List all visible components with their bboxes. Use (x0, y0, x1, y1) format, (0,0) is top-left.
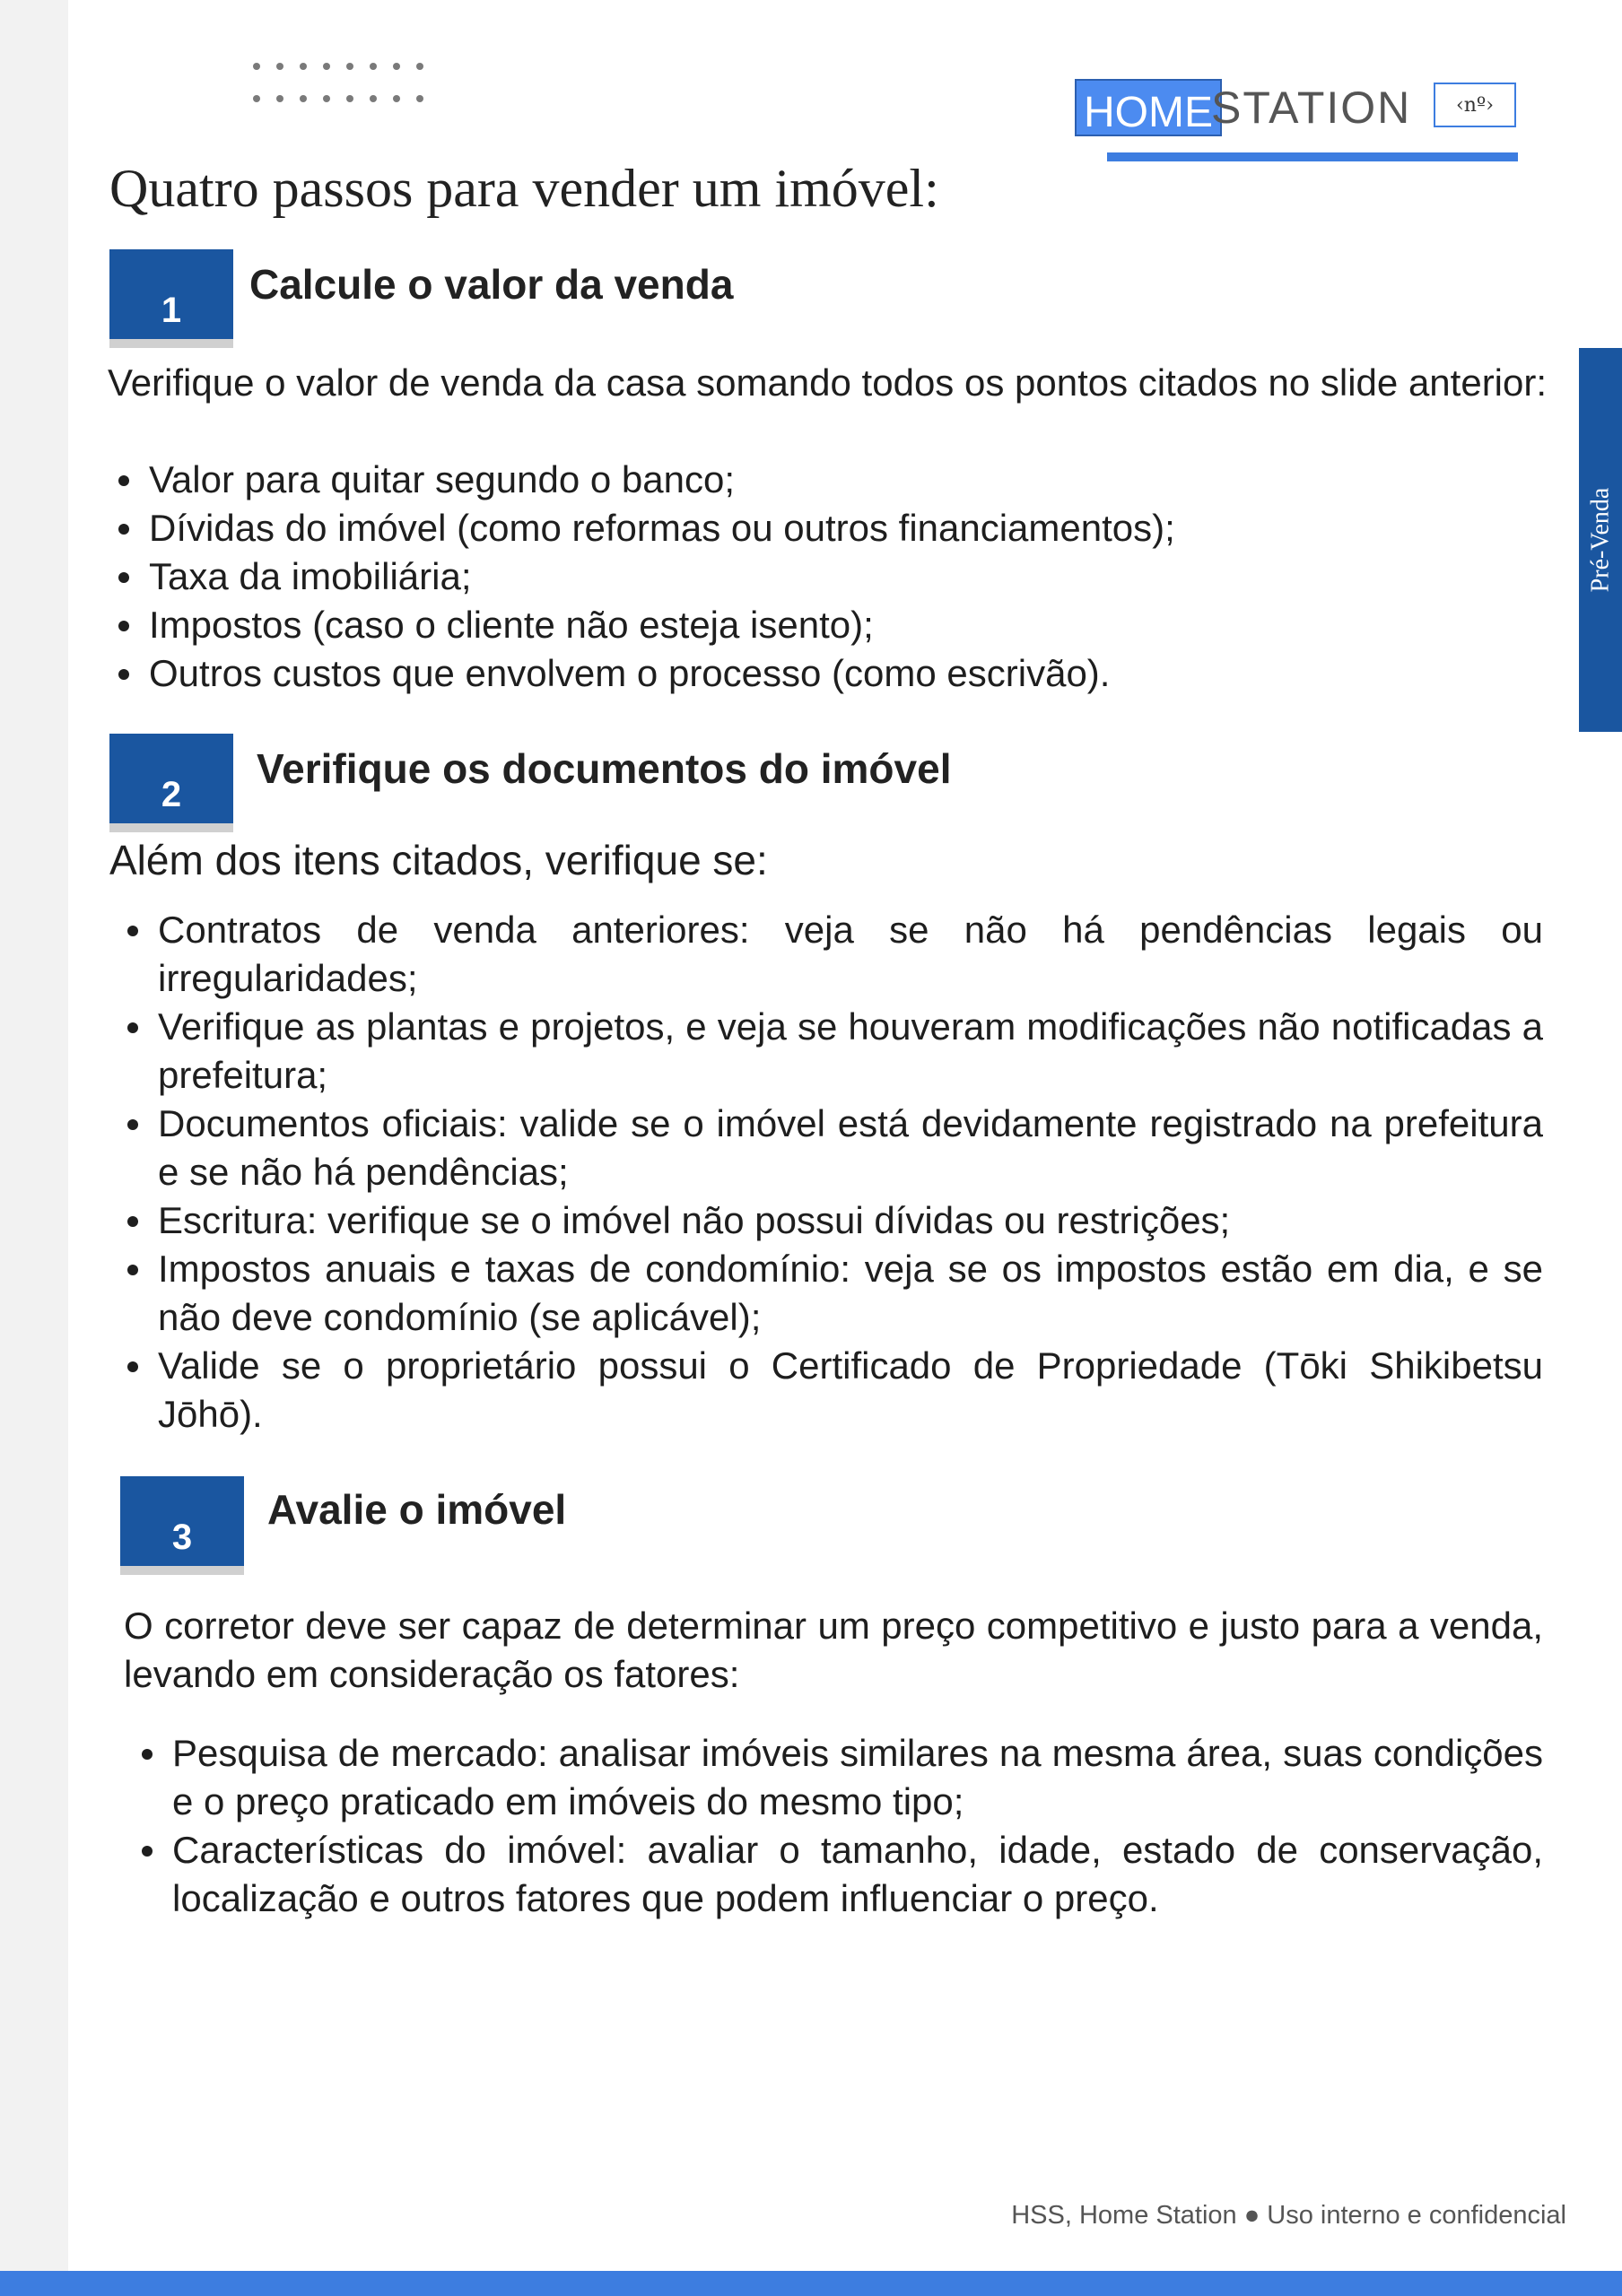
step-2-intro: Além dos itens citados, verifique se: (109, 837, 768, 883)
step-2-list (117, 906, 1543, 1439)
logo-underline (1107, 152, 1518, 161)
list-item: Documentos oficiais: valide se o imóvel está devidamente registrado na prefeitura e se não há pendências; (117, 1100, 1543, 1196)
step-1-number-box: 1 (109, 249, 233, 348)
footer-text: HSS, Home Station ● Uso interno e confidencial (1011, 2201, 1566, 2230)
decorative-dot-grid (249, 63, 436, 102)
step-3-list (131, 1729, 1543, 1923)
list-item: Valide se o proprietário possui o Certificado de Propriedade (Tōki Shikibetsu Jōhō). (117, 1342, 1543, 1439)
logo-station-text: STATION (1211, 83, 1412, 133)
step-2-number-box: 2 (109, 734, 233, 832)
list-item: Escritura: verifique se o imóvel não possui dívidas ou restrições; (117, 1196, 1543, 1245)
slide-number: ‹nº› (1434, 83, 1516, 127)
list-item: Características do imóvel: avaliar o tamanho, idade, estado de conservação, localização e outros fatores que podem influenciar o preço. (131, 1826, 1543, 1923)
list-item: Impostos (caso o cliente não esteja isento); (108, 601, 1568, 649)
list-item: Taxa da imobiliária; (108, 552, 1568, 601)
step-1-title: Calcule o valor da venda (249, 261, 734, 308)
page-title: Quatro passos para vender um imóvel: (109, 159, 939, 218)
home-station-logo (1075, 72, 1411, 144)
bottom-accent-bar (0, 2271, 1622, 2296)
step-1-list (108, 456, 1568, 698)
step-1-intro: Verifique o valor de venda da casa somando todos os pontos citados no slide anterior: (108, 361, 1548, 404)
list-item: Pesquisa de mercado: analisar imóveis similares na mesma área, suas condições e o preço praticado em imóveis do mesmo tipo; (131, 1729, 1543, 1826)
step-3-intro: O corretor deve ser capaz de determinar um preço competitivo e justo para a venda, levando em consideração os fatores: (124, 1605, 1543, 1695)
section-side-tab (1579, 348, 1622, 732)
left-margin-strip (0, 0, 68, 2296)
list-item: Verifique as plantas e projetos, e veja se houveram modificações não notificadas a prefeitura; (117, 1003, 1543, 1100)
step-2-title: Verifique os documentos do imóvel (257, 745, 952, 792)
side-tab-label: Pré-Venda (1586, 487, 1614, 593)
step-3-title: Avalie o imóvel (267, 1486, 567, 1533)
logo-home-text: HOME (1075, 79, 1222, 136)
list-item: Outros custos que envolvem o processo (como escrivão). (108, 649, 1568, 698)
step-3-number-box: 3 (120, 1476, 244, 1575)
list-item: Contratos de venda anteriores: veja se não há pendências legais ou irregularidades; (117, 906, 1543, 1003)
list-item: Impostos anuais e taxas de condomínio: veja se os impostos estão em dia, e se não deve condomínio (se aplicável); (117, 1245, 1543, 1342)
list-item: Valor para quitar segundo o banco; (108, 456, 1568, 504)
list-item: Dívidas do imóvel (como reformas ou outros financiamentos); (108, 504, 1568, 552)
